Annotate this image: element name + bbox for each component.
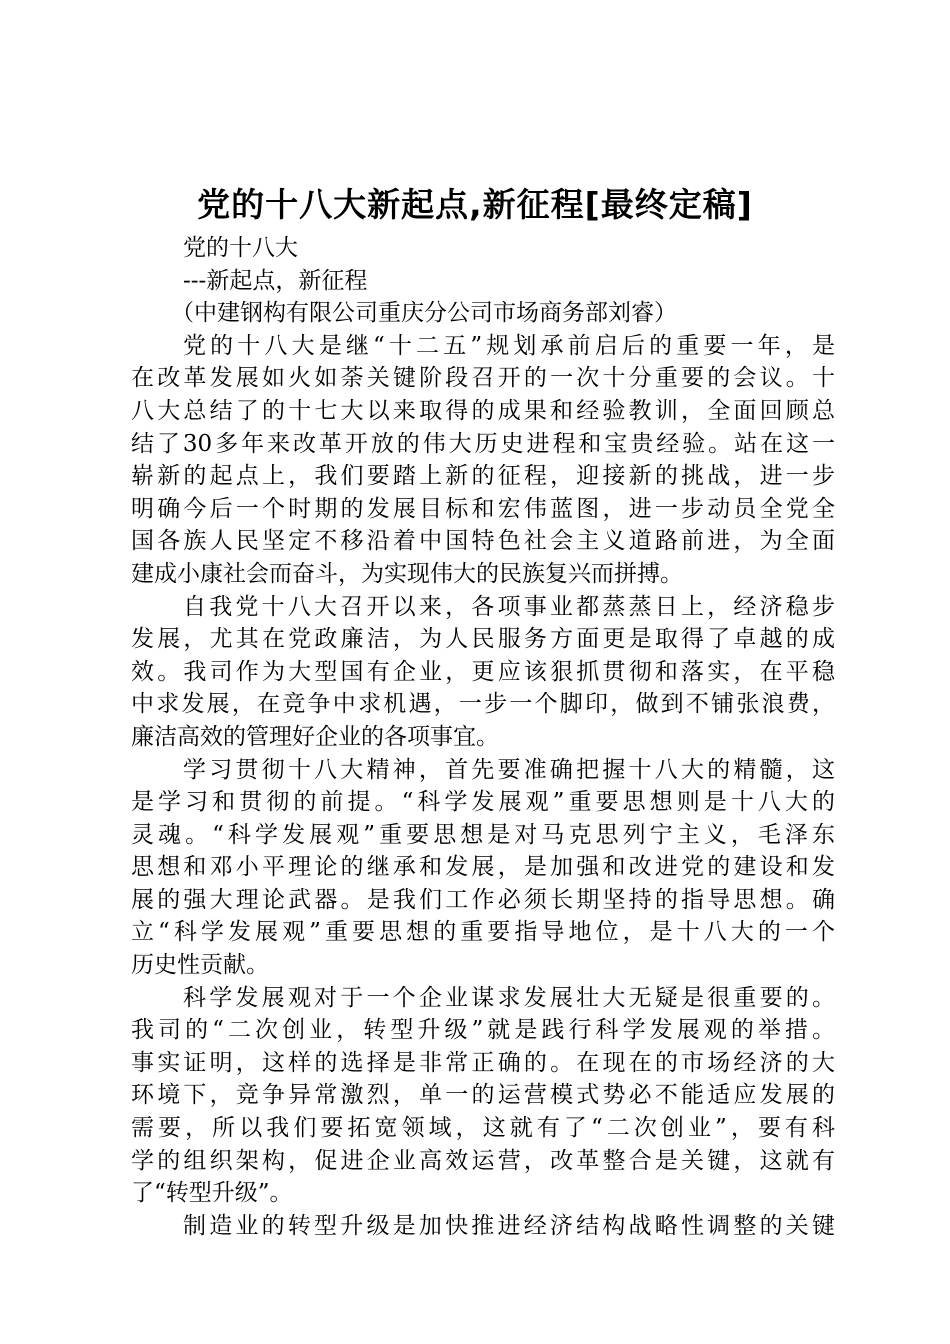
text-line: 中求发展，在竞争中求机遇，一步一个脚印，做到不铺张浪费， bbox=[131, 691, 835, 718]
paragraph-2 bbox=[131, 591, 835, 754]
text-line: 我司的“二次创业，转型升级”就是践行科学发展观的举措。 bbox=[131, 1017, 835, 1044]
text-line: 学的组织架构，促进企业高效运营，改革整合是关键，这就有 bbox=[131, 1147, 835, 1174]
text-line: 学习贯彻十八大精神，首先要准确把握十八大的精髓，这 bbox=[183, 756, 835, 783]
text-line: 科学发展观对于一个企业谋求发展壮大无疑是很重要的。 bbox=[183, 984, 835, 1011]
author-line: （中建钢构有限公司重庆分公司市场商务部刘睿） bbox=[171, 300, 677, 327]
paragraph-4 bbox=[131, 982, 835, 1210]
text-line: 制造业的转型升级是加快推进经济结构战略性调整的关键 bbox=[183, 1212, 835, 1239]
text-line: 发展，尤其在党政廉洁，为人民服务方面更是取得了卓越的成 bbox=[131, 626, 835, 653]
text-line: 环境下，竞争异常激烈，单一的运营模式势必不能适应发展的 bbox=[131, 1082, 835, 1109]
text-line: 是学习和贯彻的前提。“科学发展观”重要思想则是十八大的 bbox=[131, 789, 835, 816]
text-line: 立“科学发展观”重要思想的重要指导地位，是十八大的一个 bbox=[131, 919, 835, 946]
text-line: 在改革发展如火如荼关键阶段召开的一次十分重要的会议。十 bbox=[131, 365, 835, 392]
text-line: 需要，所以我们要拓宽领域，这就有了“二次创业”，要有科 bbox=[131, 1115, 835, 1142]
text-line: 展的强大理论武器。是我们工作必须长期坚持的指导思想。确 bbox=[131, 886, 835, 913]
text-line: 建成小康社会而奋斗，为实现伟大的民族复兴而拼搏。 bbox=[131, 560, 683, 587]
document-title: 党的十八大新起点,新征程[最终定稿] bbox=[197, 185, 753, 224]
text-line: 事实证明，这样的选择是非常正确的。在现在的市场经济的大 bbox=[131, 1049, 835, 1076]
text-line: 结了30多年来改革开放的伟大历史进程和宝贵经验。站在这一 bbox=[131, 430, 835, 457]
text-line: 八大总结了的十七大以来取得的成果和经验教训，全面回顾总 bbox=[131, 397, 835, 424]
text-line: 廉洁高效的管理好企业的各项事宜。 bbox=[131, 723, 499, 750]
paragraph-1 bbox=[131, 330, 835, 591]
text-line: 历史性贡献。 bbox=[131, 952, 269, 979]
paragraph-5 bbox=[131, 1210, 835, 1243]
subtitle-line: 党的十八大 bbox=[183, 235, 298, 261]
paragraph-3 bbox=[131, 754, 835, 982]
text-line: 自我党十八大召开以来，各项事业都蒸蒸日上，经济稳步 bbox=[183, 593, 835, 620]
text-line: 思想和邓小平理论的继承和发展，是加强和改进党的建设和发 bbox=[131, 854, 835, 881]
text-line: 党的十八大是继“十二五”规划承前启后的重要一年，是 bbox=[183, 332, 835, 359]
text-line: 了“转型升级”。 bbox=[131, 1180, 293, 1207]
text-line: 崭新的起点上，我们要踏上新的征程，迎接新的挑战，进一步 bbox=[131, 463, 835, 490]
subtitle-line: ---新起点，新征程 bbox=[183, 267, 368, 294]
text-line: 明确今后一个时期的发展目标和宏伟蓝图，进一步动员全党全 bbox=[131, 495, 835, 522]
text-line: 灵魂。“科学发展观”重要思想是对马克思列宁主义，毛泽东 bbox=[131, 821, 835, 848]
text-line: 效。我司作为大型国有企业，更应该狠抓贯彻和落实，在平稳 bbox=[131, 658, 835, 685]
document-body bbox=[131, 232, 835, 1242]
text-line: 国各族人民坚定不移沿着中国特色社会主义道路前进，为全面 bbox=[131, 528, 835, 555]
